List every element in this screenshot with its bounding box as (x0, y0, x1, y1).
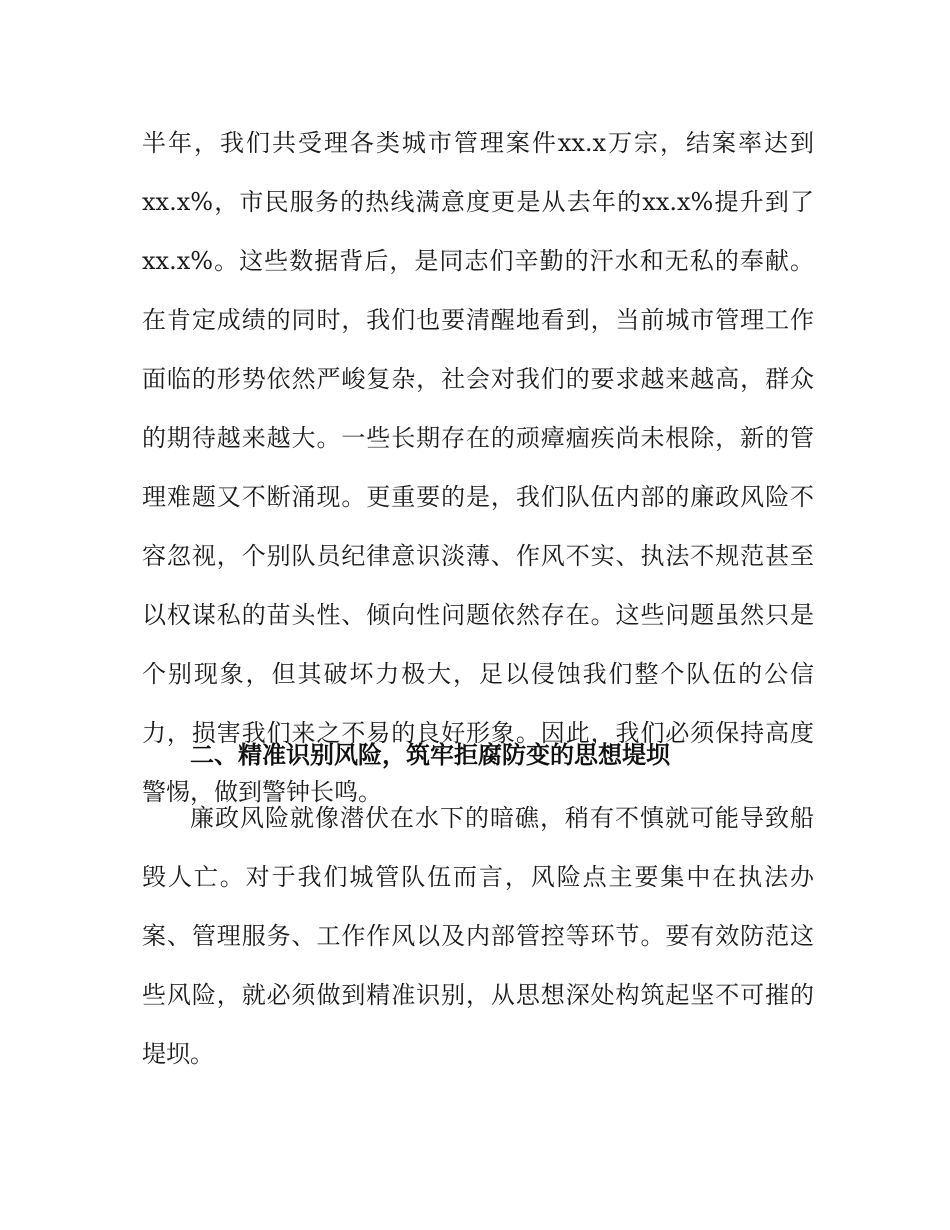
paragraph-line: 半年，我们共受理各类城市管理案件xx.x万宗，结案率达到 (142, 129, 814, 157)
paragraph-line: 在肯定成绩的同时，我们也要清醒地看到，当前城市管理工作 (142, 306, 814, 334)
paragraph-1 (142, 114, 814, 822)
paragraph-line: 堤坝。 (142, 1040, 214, 1068)
paragraph-line: 以权谋私的苗头性、倾向性问题依然存在。这些问题虽然只是 (142, 601, 814, 629)
paragraph-line: 个别现象，但其破坏力极大，足以侵蚀我们整个队伍的公信 (142, 660, 814, 688)
paragraph-line: 警惕，做到警钟长鸣。 (142, 778, 382, 806)
paragraph-line: 面临的形势依然严峻复杂，社会对我们的要求越来越高，群众 (142, 365, 814, 393)
paragraph-2 (142, 789, 814, 1084)
paragraph-line: 的期待越来越大。一些长期存在的顽瘴痼疾尚未根除，新的管 (142, 424, 814, 452)
paragraph-line: 毁人亡。对于我们城管队伍而言，风险点主要集中在执法办 (142, 863, 814, 891)
paragraph-line: 理难题又不断涌现。更重要的是，我们队伍内部的廉政风险不 (142, 483, 814, 511)
paragraph-line: xx.x%，市民服务的热线满意度更是从去年的xx.x%提升到了 (142, 188, 814, 216)
section-heading: 二、精准识别风险，筑牢拒腐防变的思想堤坝 (190, 741, 670, 769)
paragraph-line: 廉政风险就像潜伏在水下的暗礁，稍有不慎就可能导致船 (190, 804, 814, 832)
paragraph-line: 些风险，就必须做到精准识别，从思想深处构筑起坚不可摧的 (142, 981, 814, 1009)
paragraph-line: 力，损害我们来之不易的良好形象。因此，我们必须保持高度 (142, 719, 814, 747)
paragraph-line: 案、管理服务、工作作风以及内部管控等环节。要有效防范这 (142, 922, 814, 950)
paragraph-line: 容忽视，个别队员纪律意识淡薄、作风不实、执法不规范甚至 (142, 542, 814, 570)
paragraph-line: xx.x%。这些数据背后，是同志们辛勤的汗水和无私的奉献。 (142, 247, 814, 275)
